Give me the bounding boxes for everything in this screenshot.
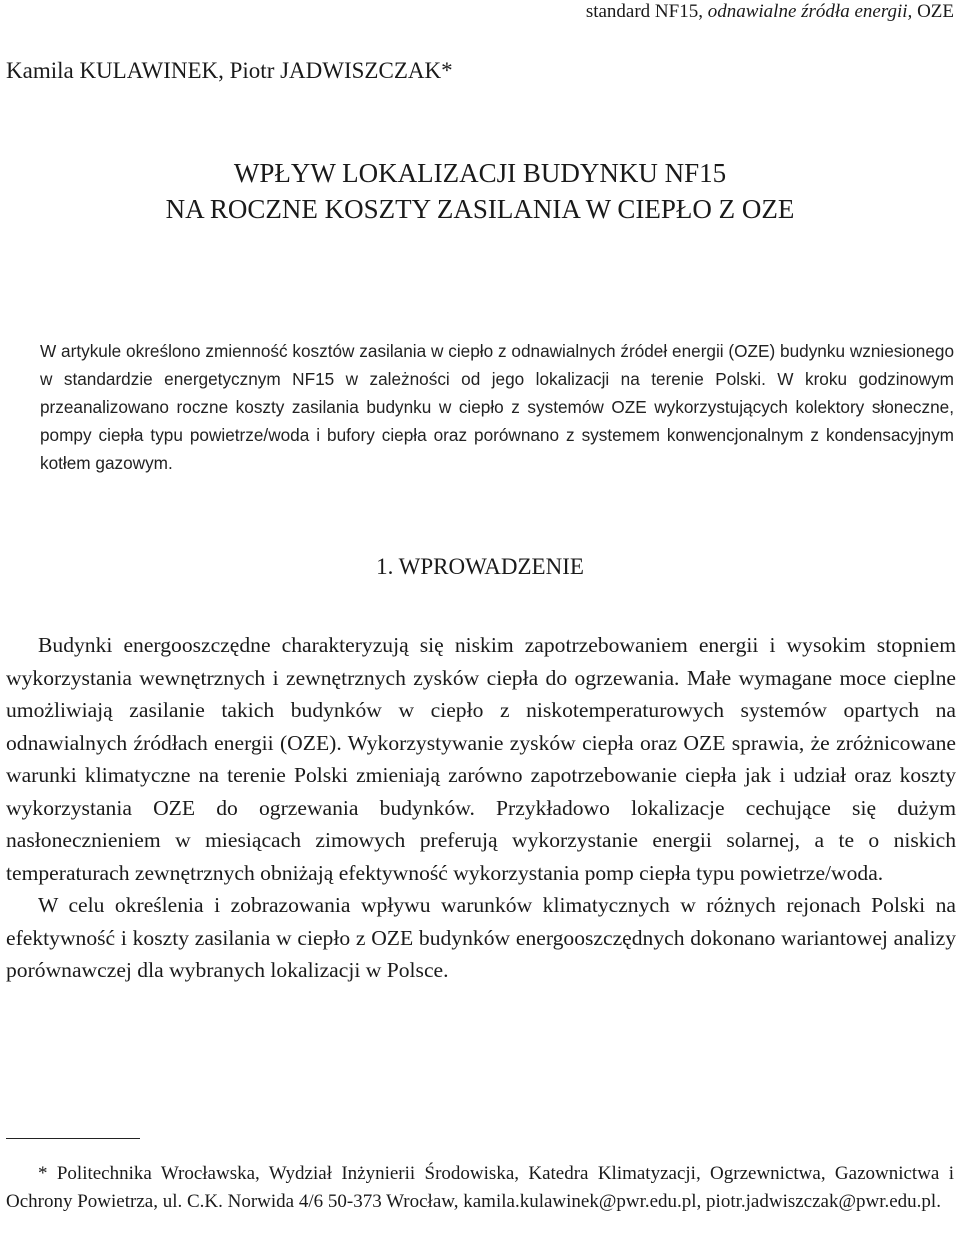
body-paragraph-2: W celu określenia i zobrazowania wpływu warunków klimatycznych w różnych rejonach Polski na efektywność i koszty zasilania w ciepło z OZE budynków energooszczędnych dokonano wariantowej analizy porównawczej dla wybranych lokalizacji w Polsce. (6, 893, 956, 982)
section-heading: 1. WPROWADZENIE (376, 554, 584, 579)
keywords-end: OZE (912, 1, 954, 22)
title-line-1: WPŁYW LOKALIZACJI BUDYNKU NF15 (233, 158, 727, 188)
footnote-divider (6, 1138, 140, 1139)
abstract (40, 337, 954, 477)
title-line-2: NA ROCZNE KOSZTY ZASILANIA W CIEPŁO Z OZE (165, 194, 795, 224)
paper-title (0, 155, 960, 227)
authors: Kamila KULAWINEK, Piotr JADWISZCZAK* (6, 58, 453, 83)
keywords-plain: standard NF15, (585, 1, 708, 22)
footnote (6, 1160, 954, 1215)
keywords-italic: odnawialne źródła energii, (707, 1, 913, 22)
footnote-text: * Politechnika Wrocławska, Wydział Inżynierii Środowiska, Katedra Klimatyzacji, Ogrzewnictwa, Gazownictwa i Ochrony Powietrza, ul. C.K. Norwida 4/6 50-373 Wrocław, kamila.kulawinek@pwr.edu.pl, piotr.jadwiszczak@pwr.edu.pl. (6, 1163, 954, 1212)
keywords-line (586, 0, 954, 24)
section-body (6, 629, 956, 987)
abstract-text: W artykule określono zmienność kosztów zasilania w ciepło z odnawialnych źródeł energii (OZE) budynku wzniesionego w standardzie energetycznym NF15 w zależności od jego lokalizacji na terenie Polski. W kroku godzinowym przeanalizowano roczne koszty zasilania budynku w ciepło z systemów OZE wykorzystujących kolektory słoneczne, pompy ciepła typu powietrze/woda i bufory ciepła oraz porównano z systemem konwencjonalnym z kondensacyjnym kotłem gazowym. (40, 341, 954, 473)
body-paragraph-1: Budynki energooszczędne charakteryzują się niskim zapotrzebowaniem energii i wysokim stopniem wykorzystania wewnętrznych i zewnętrznych zysków ciepła do ogrzewania. Małe wymagane moce cieplne umożliwiają zasilanie takich budynków w ciepło z niskotemperaturowych systemów opartych na odnawialnych źródłach energii (OZE). Wykorzystywanie zysków ciepła oraz OZE sprawia, że zróżnicowane warunki klimatyczne na terenie Polski zmieniają zarówno zapotrzebowanie ciepła jak i udział oraz koszty wykorzystania OZE do ogrzewania budynków. Przykładowo lokalizacje cechujące się dużym nasłonecznieniem w miesiącach zimowych preferują wykorzystanie energii solarnej, a te o niskich temperaturach zewnętrznych obniżają efektywność wykorzystania pomp ciepła typu powietrze/woda. (6, 633, 956, 885)
